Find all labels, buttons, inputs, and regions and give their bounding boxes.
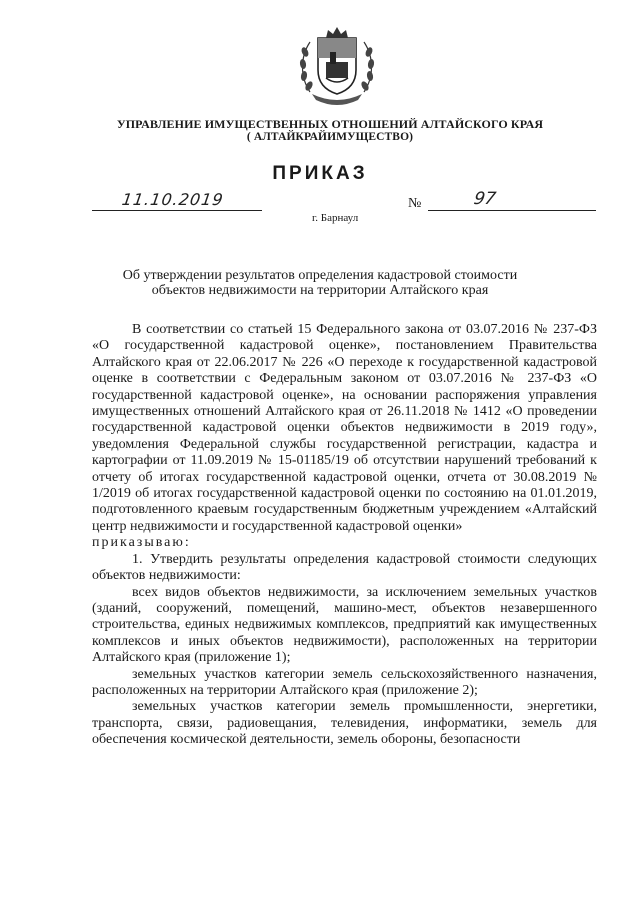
organization-short-name: ( АЛТАЙКРАЙИМУЩЕСТВО)	[246, 131, 414, 143]
number-underline	[428, 210, 596, 211]
date-underline	[92, 210, 262, 211]
document-body	[92, 322, 597, 749]
document-number: 97	[472, 189, 498, 209]
document-type-title: ПРИКАЗ	[272, 163, 368, 184]
city: г. Барнаул	[312, 212, 359, 224]
preamble-paragraph: В соответствии со статьей 15 Федерального закона от 03.07.2016 № 237-ФЗ «О государственной кадастровой оценке», постановлением Правительства Алтайского края от 22.06.2017 № 226 «О переходе к государственной кадастровой оценке в соответствии с Федеральным законом от 03.07.2016 № 237-ФЗ «О государственной кадастровой оценке», на основании распоряжения управления имущественных отношений Алтайского края от 26.11.2018 № 1412 «О проведении государственной кадастровой оценки объектов недвижимости в 2019 году», уведомления Федеральной службы государственной регистрации, кадастра и картографии от 11.09.2019 № 15-01185/19 об отсутствии нарушений требований к отчету об итогах государственной кадастровой оценки, отчета от 30.08.2019 № 1/2019 об итогах государственной кадастровой оценки по состоянию на 01.01.2019, подготовленного краевым государственным бюджетным учреждением «Алтайский центр недвижимости и государственной кадастровой оценки»	[92, 322, 597, 534]
coat-of-arms-emblem	[296, 22, 378, 108]
order-item-1: 1. Утвердить результаты определения кадастровой стоимости следующих объектов недвижимости:	[92, 551, 597, 584]
order-subitem-3: земельных участков категории земель промышленности, энергетики, транспорта, связи, радиовещания, телевидения, информатики, земель для обеспечения космической деятельности, земель обороны, безопасности	[92, 699, 597, 748]
order-word: приказываю:	[92, 535, 191, 551]
document-subject: Об утверждении результатов определения кадастровой стоимости объектов недвижимости на территории Алтайского края	[122, 268, 518, 298]
order-subitem-2: земельных участков категории земель сельскохозяйственного назначения, расположенных на территории Алтайского края (приложение 2);	[92, 666, 597, 698]
order-subitem-1: всех видов объектов недвижимости, за исключением земельных участков (зданий, сооружений, помещений, машино-мест, объектов незавершенного строительства, единых недвижимых комплексов, предприятий как имущественных комплексов и иных объектов недвижимости), расположенных на территории Алтайского края (приложение 1);	[92, 584, 597, 666]
organization-name: УПРАВЛЕНИЕ ИМУЩЕСТВЕННЫХ ОТНОШЕНИЙ АЛТАЙСКОГО КРАЯ	[116, 117, 544, 131]
number-sign: №	[408, 196, 422, 211]
document-date: 11.10.2019	[120, 190, 225, 209]
